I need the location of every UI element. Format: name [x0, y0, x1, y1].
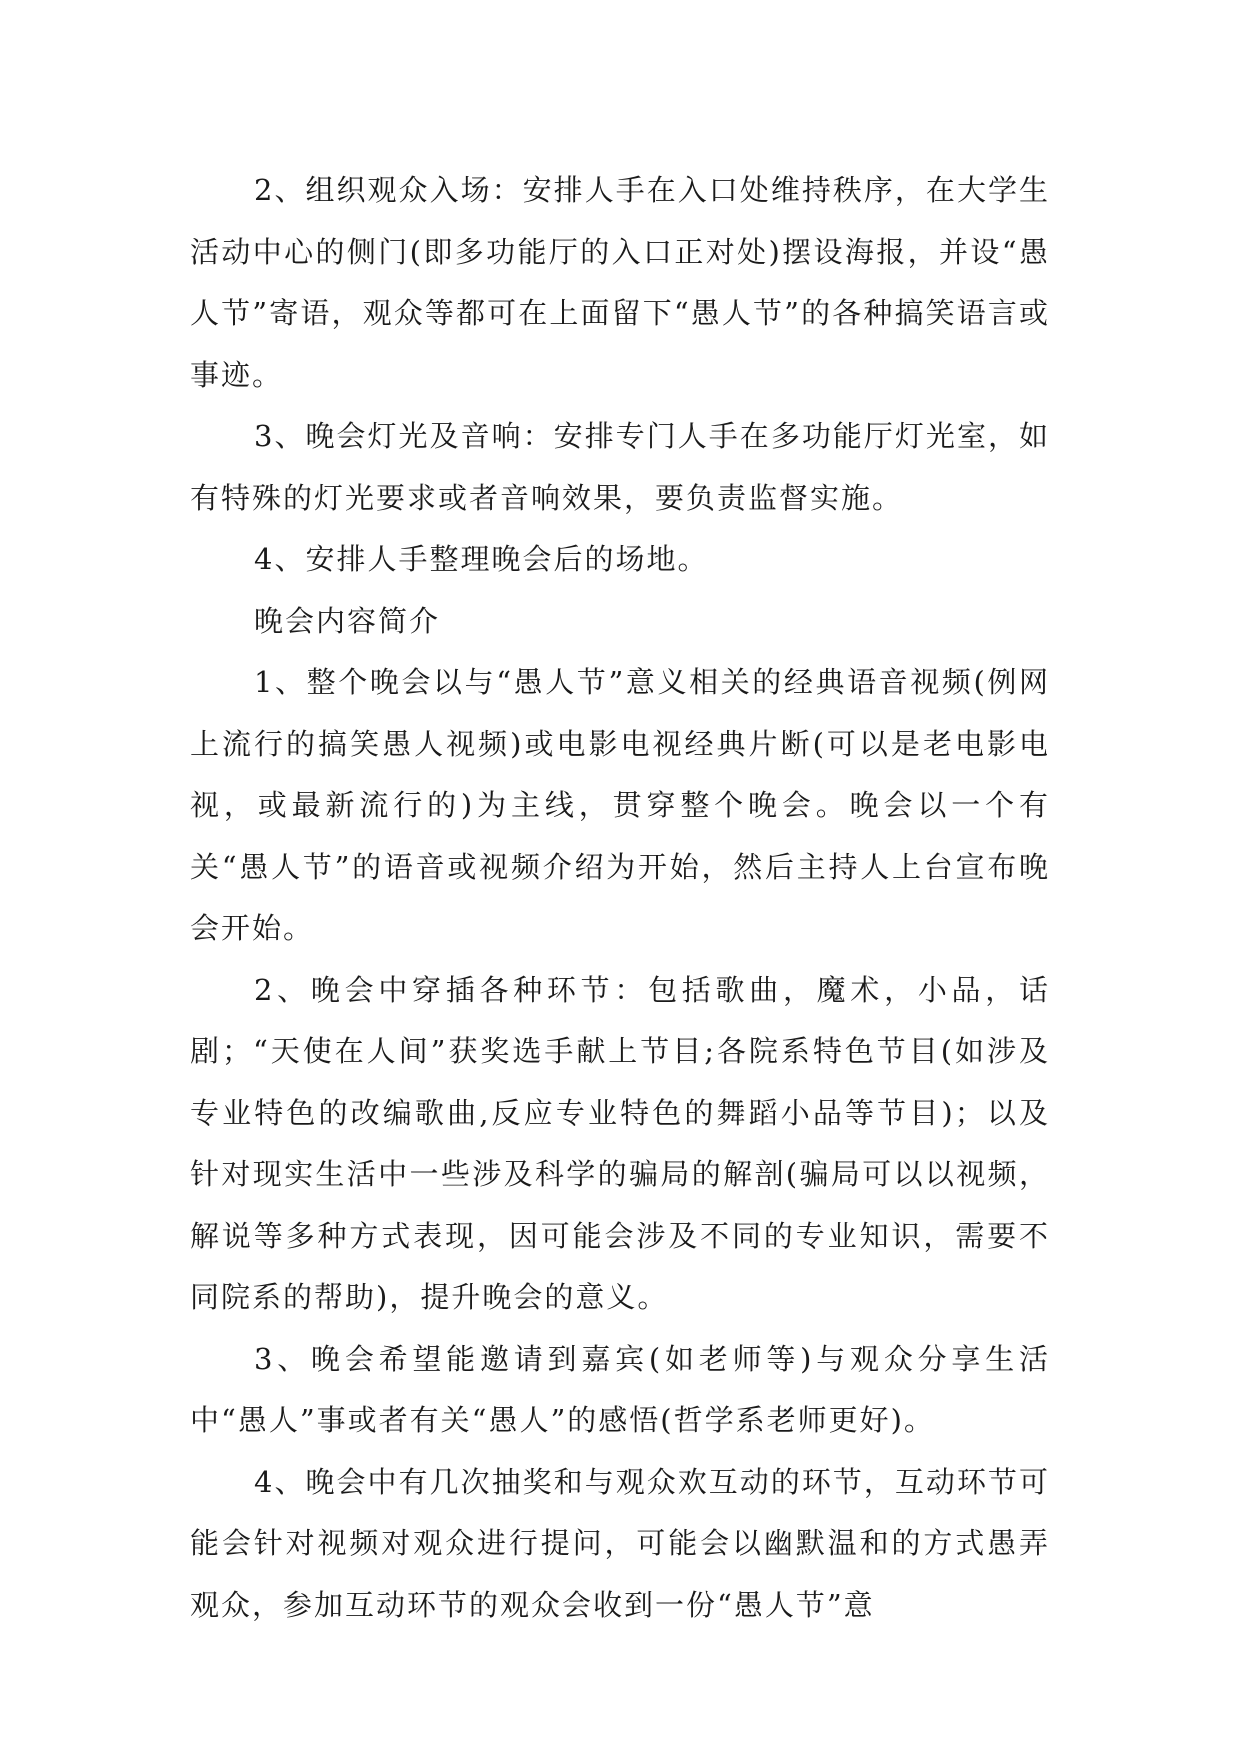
section-heading-program-intro: 晚会内容简介 [254, 603, 441, 638]
paragraph-organize-audience: 2、组织观众入场：安排人手在入口处维持秩序，在大学生活动中心的侧门(即多功能厅的入口正对处)摆设海报，并设“愚人节”寄语，观众等都可在上面留下“愚人节”的各种搞笑语言或事迹。 [190, 173, 1050, 392]
paragraph-segments: 2、晚会中穿插各种环节：包括歌曲，魔术，小品，话剧；“天使在人间”获奖选手献上节目;各院系特色节目(如涉及专业特色的改编歌曲,反应专业特色的舞蹈小品等节目)；以及针对现实生活中一些涉及科学的骗局的解剖(骗局可以以视频，解说等多种方式表现，因可能会涉及不同的专业知识，需要不同院系的帮助)，提升晚会的意义。 [190, 972, 1050, 1314]
paragraph-lighting-sound: 3、晚会灯光及音响：安排专门人手在多功能厅灯光室，如有特殊的灯光要求或者音响效果，要负责监督实施。 [190, 419, 1050, 515]
paragraph-guests: 3、晚会希望能邀请到嘉宾(如老师等)与观众分享生活中“愚人”事或者有关“愚人”的感悟(哲学系老师更好)。 [190, 1341, 1050, 1437]
paragraph-venue-cleanup: 4、安排人手整理晚会后的场地。 [254, 542, 709, 576]
paragraph-interaction: 4、晚会中有几次抽奖和与观众欢互动的环节，互动环节可能会针对视频对观众进行提问，可能会以幽默温和的方式愚弄观众，参加互动环节的观众会收到一份“愚人节”意 [190, 1464, 1050, 1622]
document-body [190, 160, 1050, 1636]
paragraph-main-thread: 1、整个晚会以与“愚人节”意义相关的经典语音视频(例网上流行的搞笑愚人视频)或电影电视经典片断(可以是老电影电视，或最新流行的)为主线，贯穿整个晚会。晚会以一个有关“愚人节”的语音或视频介绍为开始，然后主持人上台宣布晚会开始。 [190, 665, 1050, 945]
